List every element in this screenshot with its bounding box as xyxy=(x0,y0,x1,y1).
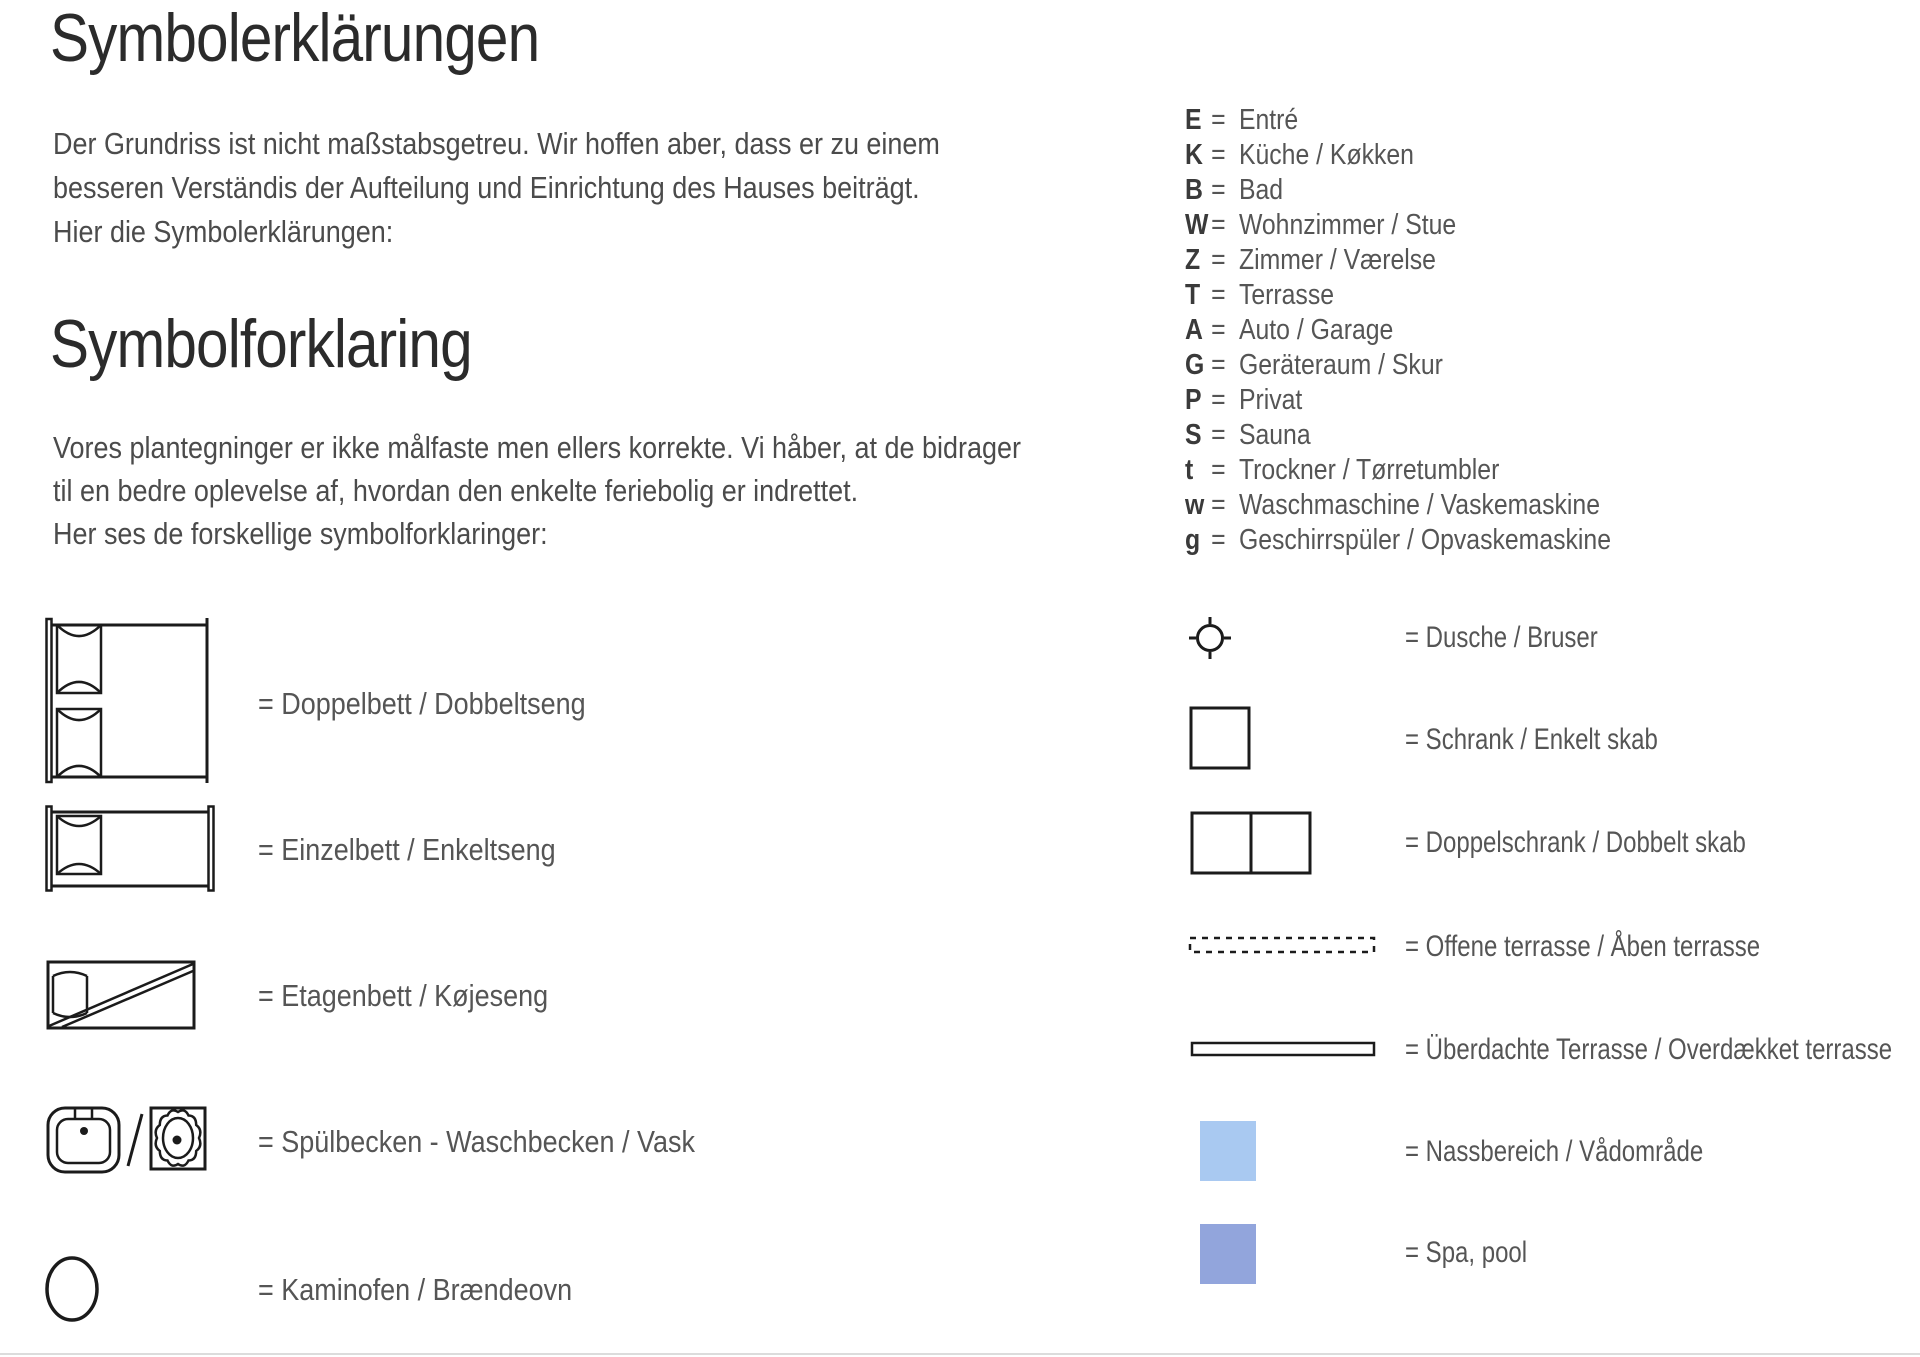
equals-sign: = xyxy=(1211,349,1226,381)
abbrev-label: Wohnzimmer / Stue xyxy=(1238,209,1457,241)
equals-sign: = xyxy=(1211,314,1226,346)
abbrev-row-terrace xyxy=(1185,278,1611,313)
abbrev-row-shed xyxy=(1185,348,1611,383)
abbrev-letter: E xyxy=(1185,104,1202,136)
equals-sign: = xyxy=(1211,489,1226,521)
abbrev-letter: K xyxy=(1185,139,1203,171)
abbrev-letter: G xyxy=(1185,349,1205,381)
german-section-title: Symbolerklärungen xyxy=(50,0,540,76)
equals-sign: = xyxy=(1211,279,1226,311)
abbrev-label: Privat xyxy=(1238,384,1303,416)
abbrev-row-private xyxy=(1185,383,1611,418)
abbrev-letter: T xyxy=(1185,279,1201,311)
abbrev-row-bath xyxy=(1185,173,1611,208)
abbrev-label: Zimmer / Værelse xyxy=(1238,244,1436,276)
abbrev-label: Entré xyxy=(1238,104,1299,136)
abbrev-label: Terrasse xyxy=(1238,279,1335,311)
wood-stove-icon xyxy=(45,1254,101,1324)
abbrev-label: Bad xyxy=(1238,174,1284,206)
danish-section-title: Symbolforklaring xyxy=(50,306,472,382)
german-intro-paragraph xyxy=(53,122,940,254)
abbrev-letter: P xyxy=(1185,384,1202,416)
page-bottom-divider xyxy=(0,1353,1920,1355)
spa-pool-swatch xyxy=(1200,1224,1256,1284)
open-terrace-icon xyxy=(1188,936,1376,954)
equals-sign: = xyxy=(1211,384,1226,416)
double-bed-icon xyxy=(44,616,214,786)
double-bed-label: = Doppelbett / Dobbeltseng xyxy=(258,686,586,721)
abbrev-letter: t xyxy=(1185,454,1194,486)
double-cabinet-label: = Doppelschrank / Dobbelt skab xyxy=(1405,826,1746,859)
equals-sign: = xyxy=(1211,524,1226,556)
abbrev-row-dryer xyxy=(1185,453,1611,488)
abbrev-row-room xyxy=(1185,243,1611,278)
single-cabinet-label: = Schrank / Enkelt skab xyxy=(1405,723,1658,756)
covered-terrace-label: = Überdachte Terrasse / Overdækket terrasse xyxy=(1405,1033,1893,1066)
sink-washbasin-label: = Spülbecken - Waschbecken / Vask xyxy=(258,1124,695,1159)
single-cabinet-icon xyxy=(1189,706,1251,770)
abbrev-letter: S xyxy=(1185,419,1202,451)
abbrev-row-dishwasher xyxy=(1185,523,1611,558)
abbrev-row-washer xyxy=(1185,488,1611,523)
abbrev-letter: B xyxy=(1185,174,1203,206)
abbrev-row-kitchen xyxy=(1185,138,1611,173)
single-bed-label: = Einzelbett / Enkeltseng xyxy=(258,832,556,867)
equals-sign: = xyxy=(1211,209,1226,241)
abbrev-letter: w xyxy=(1185,489,1205,521)
spa-pool-label: = Spa, pool xyxy=(1405,1236,1528,1269)
abbrev-row-entree xyxy=(1185,103,1611,138)
abbrev-row-livingroom xyxy=(1185,208,1611,243)
abbrev-letter: A xyxy=(1185,314,1203,346)
equals-sign: = xyxy=(1211,244,1226,276)
sink-washbasin-icon xyxy=(46,1104,210,1176)
danish-intro-line: til en bedre oplevelse af, hvordan den enkelte feriebolig er indrettet. xyxy=(53,473,859,508)
double-cabinet-icon xyxy=(1190,811,1312,875)
danish-intro-line: Vores plantegninger er ikke målfaste men ellers korrekte. Vi håber, at de bidrager xyxy=(53,430,1021,465)
german-intro-line: Der Grundriss ist nicht maßstabsgetreu. Wir hoffen aber, dass er zu einem xyxy=(53,126,940,161)
covered-terrace-icon xyxy=(1190,1041,1376,1057)
shower-label: = Dusche / Bruser xyxy=(1405,621,1598,654)
german-intro-line: besseren Verständis der Aufteilung und Einrichtung des Hauses beiträgt. xyxy=(53,170,920,205)
abbrev-label: Auto / Garage xyxy=(1238,314,1394,346)
shower-icon xyxy=(1187,615,1233,661)
equals-sign: = xyxy=(1211,419,1226,451)
abbrev-row-garage xyxy=(1185,313,1611,348)
abbrev-label: Waschmaschine / Vaskemaskine xyxy=(1238,489,1600,521)
abbrev-label: Trockner / Tørretumbler xyxy=(1238,454,1500,486)
abbrev-letter: Z xyxy=(1185,244,1201,276)
bunk-bed-icon xyxy=(46,960,196,1030)
danish-intro-line: Her ses de forskellige symbolforklaringer: xyxy=(53,516,548,551)
equals-sign: = xyxy=(1211,139,1226,171)
equals-sign: = xyxy=(1211,454,1226,486)
equals-sign: = xyxy=(1211,174,1226,206)
abbrev-label: Sauna xyxy=(1238,419,1311,451)
wet-area-label: = Nassbereich / Vådområde xyxy=(1405,1135,1704,1168)
wet-area-swatch xyxy=(1200,1121,1256,1181)
open-terrace-label: = Offene terrasse / Åben terrasse xyxy=(1405,930,1761,963)
abbrev-label: Geräteraum / Skur xyxy=(1238,349,1443,381)
abbreviation-key xyxy=(1185,103,1611,558)
bunk-bed-label: = Etagenbett / Køjeseng xyxy=(258,978,549,1013)
equals-sign: = xyxy=(1211,104,1226,136)
abbrev-letter: W xyxy=(1185,209,1209,241)
wood-stove-label: = Kaminofen / Brændeovn xyxy=(258,1272,573,1307)
single-bed-icon xyxy=(44,804,216,894)
abbrev-label: Küche / Køkken xyxy=(1238,139,1414,171)
danish-intro-paragraph xyxy=(53,426,1021,555)
german-intro-line: Hier die Symbolerklärungen: xyxy=(53,214,394,249)
abbrev-letter: g xyxy=(1185,524,1201,556)
abbrev-label: Geschirrspüler / Opvaskemaskine xyxy=(1238,524,1612,556)
abbrev-row-sauna xyxy=(1185,418,1611,453)
